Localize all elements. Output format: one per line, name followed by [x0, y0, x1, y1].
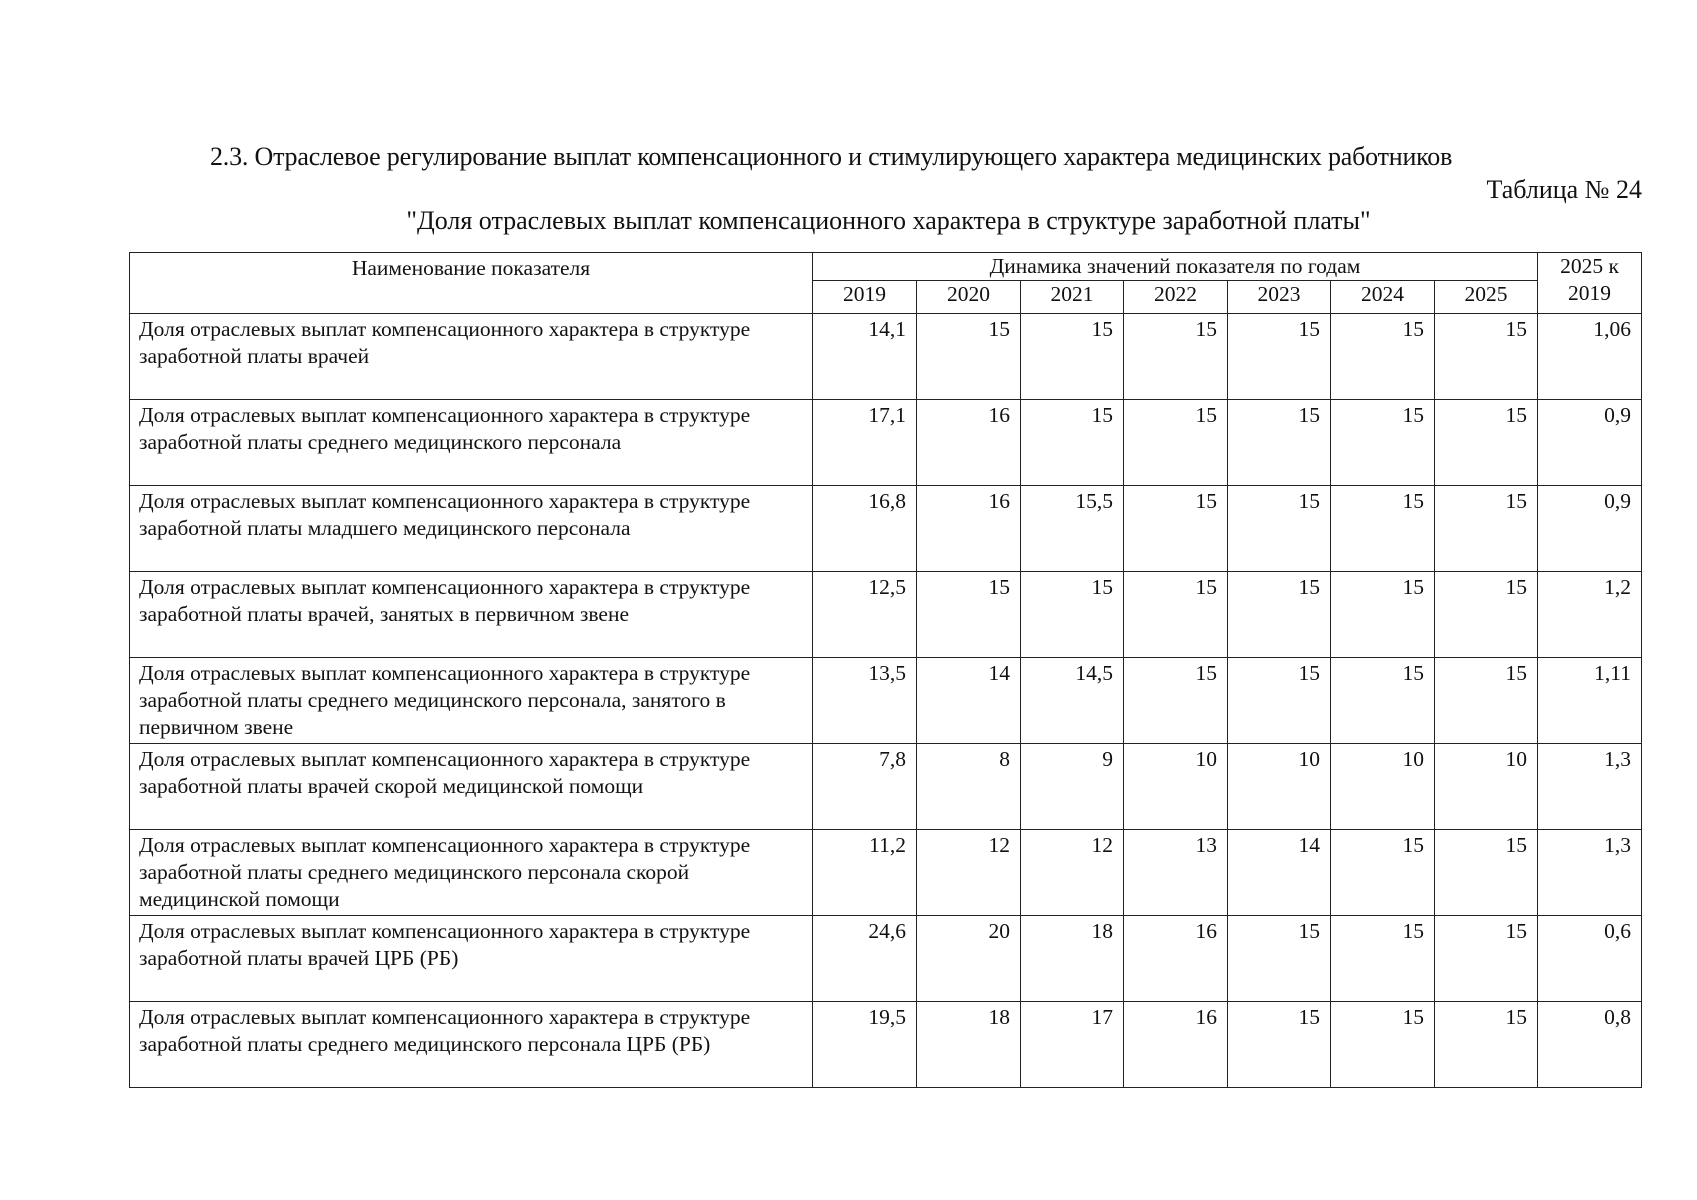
row-value: 19,5 — [813, 1002, 917, 1088]
row-value: 15 — [1124, 658, 1228, 744]
header-dynamics: Динамика значений показателя по годам — [813, 253, 1538, 281]
row-value: 18 — [917, 1002, 1021, 1088]
row-ratio: 0,9 — [1538, 486, 1642, 572]
row-value: 15 — [1021, 572, 1124, 658]
row-indicator-name: Доля отраслевых выплат компенсационного характера в структуре заработной платы врачей скорой медицинской помощи — [130, 744, 813, 830]
table-row — [130, 744, 1642, 830]
row-indicator-name: Доля отраслевых выплат компенсационного характера в структуре заработной платы врачей — [130, 314, 813, 400]
row-value: 15 — [1331, 916, 1435, 1002]
row-value: 15 — [1331, 486, 1435, 572]
table-row — [130, 400, 1642, 486]
table-row — [130, 1002, 1642, 1088]
row-value: 15 — [1435, 916, 1538, 1002]
row-value: 9 — [1021, 744, 1124, 830]
header-indicator-name: Наименование показателя — [130, 253, 813, 314]
row-value: 15 — [1228, 314, 1331, 400]
row-ratio: 1,3 — [1538, 744, 1642, 830]
table-row — [130, 572, 1642, 658]
header-year: 2023 — [1228, 281, 1331, 314]
row-indicator-name: Доля отраслевых выплат компенсационного характера в структуре заработной платы среднего медицинского персонала, занятого в первичном звене — [130, 658, 813, 744]
row-value: 13 — [1124, 830, 1228, 916]
row-value: 10 — [1124, 744, 1228, 830]
row-value: 10 — [1228, 744, 1331, 830]
row-value: 15 — [1331, 658, 1435, 744]
row-value: 15 — [1124, 572, 1228, 658]
row-value: 15 — [1331, 1002, 1435, 1088]
row-value: 15 — [1228, 486, 1331, 572]
row-value: 15 — [1124, 400, 1228, 486]
row-value: 15 — [917, 572, 1021, 658]
row-value: 16 — [1124, 916, 1228, 1002]
table-row — [130, 314, 1642, 400]
row-ratio: 0,8 — [1538, 1002, 1642, 1088]
row-value: 15,5 — [1021, 486, 1124, 572]
section-title: 2.3. Отраслевое регулирование выплат компенсационного и стимулирующего характера медицинских работников — [210, 142, 1453, 171]
row-value: 15 — [1228, 1002, 1331, 1088]
header-ratio: 2025 к 2019 — [1538, 253, 1642, 314]
row-value: 14,1 — [813, 314, 917, 400]
table-number: Таблица № 24 — [1486, 175, 1642, 204]
row-value: 17,1 — [813, 400, 917, 486]
row-value: 14 — [1228, 830, 1331, 916]
row-value: 12 — [917, 830, 1021, 916]
row-indicator-name: Доля отраслевых выплат компенсационного характера в структуре заработной платы среднего медицинского персонала ЦРБ (РБ) — [130, 1002, 813, 1088]
row-value: 15 — [1435, 658, 1538, 744]
row-value: 12 — [1021, 830, 1124, 916]
header-year: 2020 — [917, 281, 1021, 314]
row-value: 15 — [1228, 658, 1331, 744]
table-caption: "Доля отраслевых выплат компенсационного характера в структуре заработной платы" — [406, 206, 1371, 235]
row-value: 15 — [1228, 916, 1331, 1002]
row-ratio: 1,06 — [1538, 314, 1642, 400]
row-ratio: 1,3 — [1538, 830, 1642, 916]
row-value: 20 — [917, 916, 1021, 1002]
row-value: 14,5 — [1021, 658, 1124, 744]
row-value: 13,5 — [813, 658, 917, 744]
row-indicator-name: Доля отраслевых выплат компенсационного характера в структуре заработной платы среднего медицинского персонала скорой медицинской помощи — [130, 830, 813, 916]
row-value: 15 — [1331, 830, 1435, 916]
row-value: 15 — [1331, 572, 1435, 658]
row-value: 15 — [1228, 400, 1331, 486]
table-row — [130, 830, 1642, 916]
table-row — [130, 916, 1642, 1002]
row-value: 15 — [1124, 314, 1228, 400]
indicators-table — [129, 252, 1642, 1088]
row-value: 8 — [917, 744, 1021, 830]
row-indicator-name: Доля отраслевых выплат компенсационного характера в структуре заработной платы врачей, занятых в первичном звене — [130, 572, 813, 658]
row-indicator-name: Доля отраслевых выплат компенсационного характера в структуре заработной платы среднего медицинского персонала — [130, 400, 813, 486]
row-value: 15 — [1435, 400, 1538, 486]
row-value: 15 — [1435, 572, 1538, 658]
table-row — [130, 658, 1642, 744]
row-value: 15 — [1435, 830, 1538, 916]
row-value: 15 — [1331, 400, 1435, 486]
row-value: 12,5 — [813, 572, 917, 658]
header-year: 2021 — [1021, 281, 1124, 314]
row-value: 15 — [1435, 1002, 1538, 1088]
row-value: 15 — [1331, 314, 1435, 400]
row-ratio: 0,9 — [1538, 400, 1642, 486]
row-value: 14 — [917, 658, 1021, 744]
row-value: 10 — [1435, 744, 1538, 830]
row-ratio: 1,2 — [1538, 572, 1642, 658]
row-ratio: 1,11 — [1538, 658, 1642, 744]
row-value: 15 — [1435, 314, 1538, 400]
row-indicator-name: Доля отраслевых выплат компенсационного характера в структуре заработной платы врачей ЦРБ (РБ) — [130, 916, 813, 1002]
row-value: 11,2 — [813, 830, 917, 916]
header-year: 2024 — [1331, 281, 1435, 314]
row-value: 16,8 — [813, 486, 917, 572]
row-value: 17 — [1021, 1002, 1124, 1088]
row-value: 15 — [1021, 400, 1124, 486]
row-ratio: 0,6 — [1538, 916, 1642, 1002]
row-value: 18 — [1021, 916, 1124, 1002]
row-value: 15 — [1435, 486, 1538, 572]
row-value: 16 — [917, 400, 1021, 486]
row-indicator-name: Доля отраслевых выплат компенсационного характера в структуре заработной платы младшего медицинского персонала — [130, 486, 813, 572]
row-value: 24,6 — [813, 916, 917, 1002]
row-value: 15 — [1021, 314, 1124, 400]
row-value: 10 — [1331, 744, 1435, 830]
row-value: 7,8 — [813, 744, 917, 830]
row-value: 15 — [1124, 486, 1228, 572]
row-value: 16 — [1124, 1002, 1228, 1088]
row-value: 15 — [1228, 572, 1331, 658]
row-value: 15 — [917, 314, 1021, 400]
header-year: 2022 — [1124, 281, 1228, 314]
table-row — [130, 486, 1642, 572]
header-year: 2025 — [1435, 281, 1538, 314]
row-value: 16 — [917, 486, 1021, 572]
table-header-row — [130, 253, 1642, 281]
header-year: 2019 — [813, 281, 917, 314]
